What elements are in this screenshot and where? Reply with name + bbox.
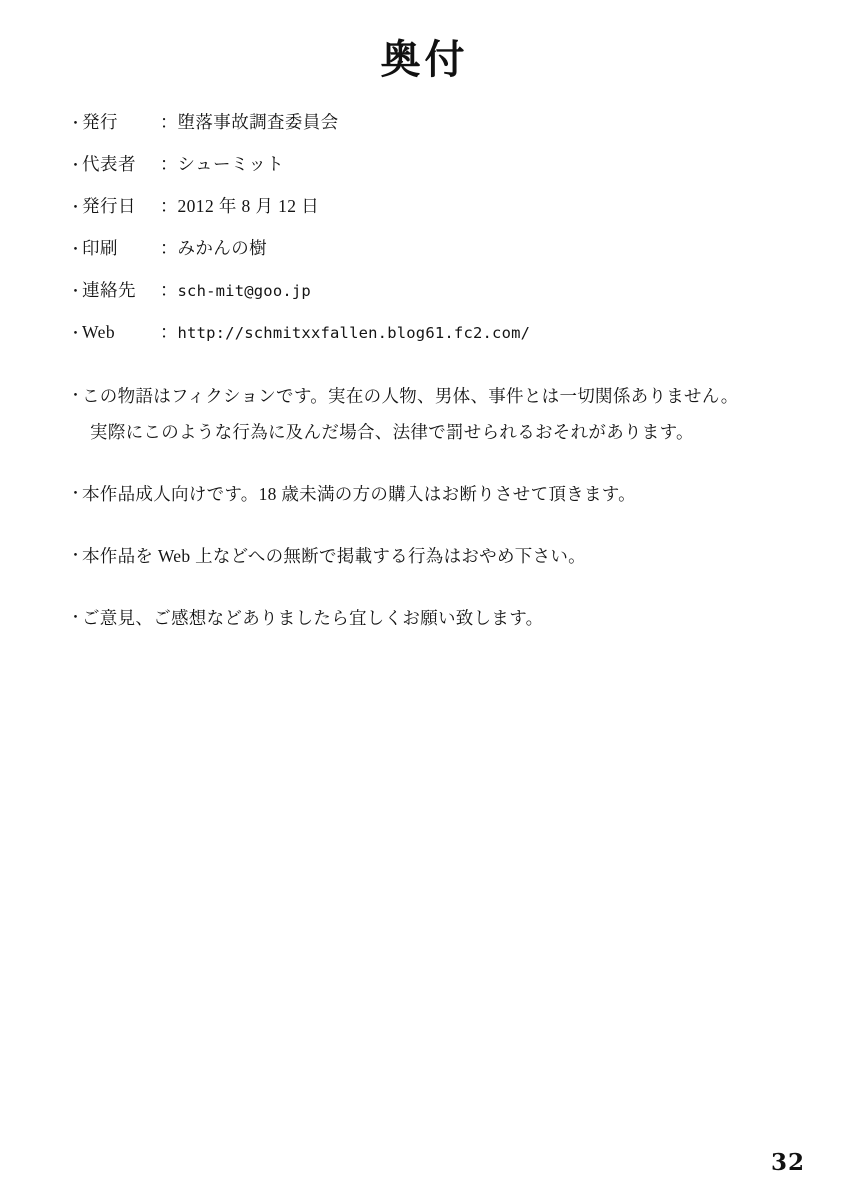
notice-adult-only (68, 476, 808, 512)
info-value: シューミット (177, 154, 285, 174)
page-title: 奥付 (380, 36, 469, 83)
info-row-printer (68, 228, 788, 270)
bullet-marker: ・ (68, 326, 84, 342)
info-separator: ： (160, 238, 178, 258)
page-number: 32 (770, 1149, 805, 1176)
notice-feedback-request (68, 600, 808, 636)
bullet-marker: ・ (68, 388, 84, 404)
info-label: Web (82, 322, 116, 342)
notice-line-1: 本作品成人向けです。18 歳未満の方の購入はお断りさせて頂きます。 (82, 484, 636, 504)
info-value: 堕落事故調査委員会 (177, 112, 339, 132)
info-row-contact (68, 270, 788, 312)
info-row-representative (68, 144, 788, 186)
info-value: 2012 年 8 月 12 日 (177, 196, 320, 216)
info-label: 印刷 (82, 238, 118, 258)
notice-line-1: 本作品を Web 上などへの無断で掲載する行為はおやめ下さい。 (82, 546, 586, 566)
info-separator: ： (160, 154, 178, 174)
contact-email: sch-mit@goo.jp (177, 282, 311, 300)
info-label: 発行日 (82, 196, 136, 216)
notices-list (68, 378, 808, 662)
publication-info-list (68, 102, 788, 354)
info-separator: ： (160, 322, 178, 342)
bullet-marker: ・ (68, 116, 84, 132)
notice-text (82, 600, 543, 636)
notice-line-1: この物語はフィクションです。実在の人物、男体、事件とは一切関係ありません。 (82, 386, 739, 406)
notice-line-1: ご意見、ご感想などありましたら宜しくお願い致します。 (82, 608, 544, 628)
notice-no-reupload (68, 538, 808, 574)
bullet-marker: ・ (68, 284, 84, 300)
bullet-marker: ・ (68, 486, 84, 502)
info-row-publication-date (68, 186, 788, 228)
info-separator: ： (160, 112, 178, 132)
website-url: http://schmitxxfallen.blog61.fc2.com/ (177, 324, 531, 342)
bullet-marker: ・ (68, 200, 84, 216)
info-label: 発行 (82, 112, 118, 132)
notice-line-2: 実際にこのような行為に及んだ場合、法律で罰せられるおそれがあります。 (90, 422, 694, 442)
bullet-marker: ・ (68, 548, 84, 564)
bullet-marker: ・ (68, 158, 84, 174)
info-row-publisher (68, 102, 788, 144)
info-label: 代表者 (82, 154, 136, 174)
info-value: みかんの樹 (177, 238, 267, 258)
info-separator: ： (160, 196, 178, 216)
info-label: 連絡先 (82, 280, 136, 300)
bullet-marker: ・ (68, 610, 84, 626)
notice-fiction-disclaimer (68, 378, 808, 450)
bullet-marker: ・ (68, 242, 84, 258)
info-separator: ： (160, 280, 178, 300)
notice-text (82, 476, 636, 512)
notice-text (82, 378, 739, 450)
info-row-web (68, 312, 788, 354)
notice-text (82, 538, 586, 574)
